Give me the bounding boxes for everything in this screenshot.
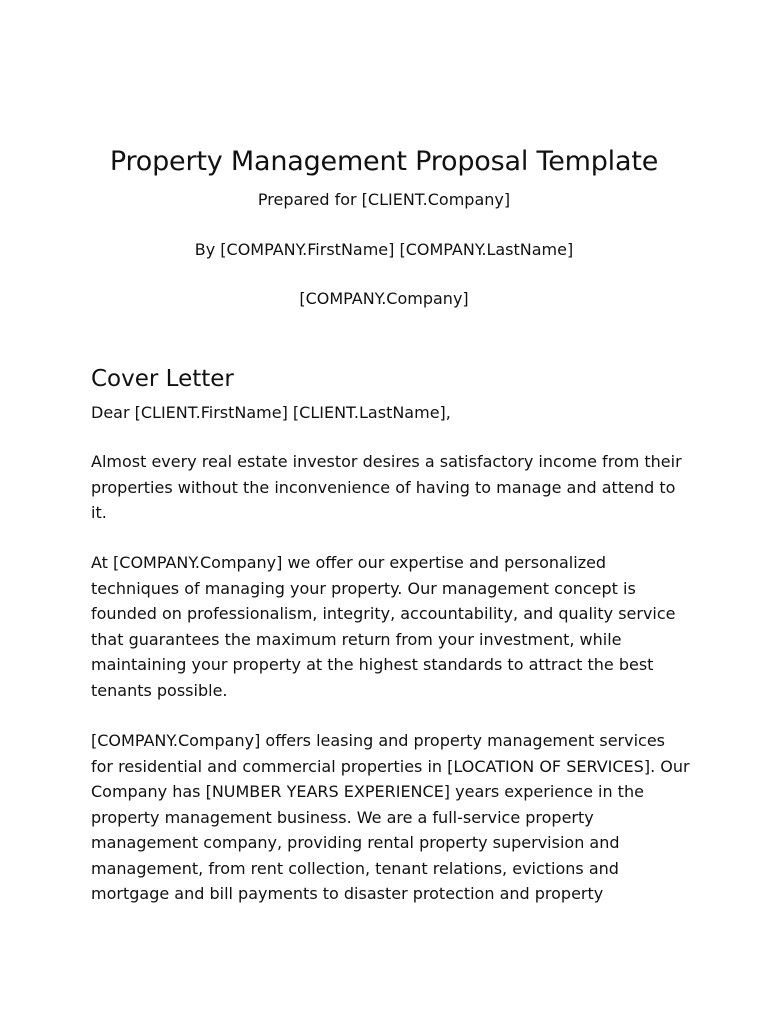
paragraph-intro: Almost every real estate investor desires a satisfactory income from their properties without the inconvenience of having to manage and attend to it. xyxy=(91,452,682,522)
salutation: Dear [CLIENT.FirstName] [CLIENT.LastName], xyxy=(91,403,451,422)
document-title: Property Management Proposal Template xyxy=(109,146,659,178)
paragraph-expertise: At [COMPANY.Company] we offer our expertise and personalized techniques of managing your property. Our management concept is founded on professionalism, integrity, accountability, and quality service that guarantees the maximum return from your investment, while maintaining your property at the highest standards to attract the best tenants possible. xyxy=(91,553,676,700)
cover-letter-heading: Cover Letter xyxy=(91,366,234,393)
paragraph-services: [COMPANY.Company] offers leasing and property management services for residential and commercial properties in [LOCATION OF SERVICES]. Our Company has [NUMBER YEARS EXPERIENCE] years experience in the property management business. We are a full-service property management company, providing rental property supervision and management, from rent collection, tenant relations, evictions and mortgage and bill payments to disaster protection and property xyxy=(91,731,690,903)
author-line: By [COMPANY.FirstName] [COMPANY.LastName] xyxy=(194,240,574,259)
company-line: [COMPANY.Company] xyxy=(299,289,469,308)
prepared-for-line: Prepared for [CLIENT.Company] xyxy=(257,190,511,209)
